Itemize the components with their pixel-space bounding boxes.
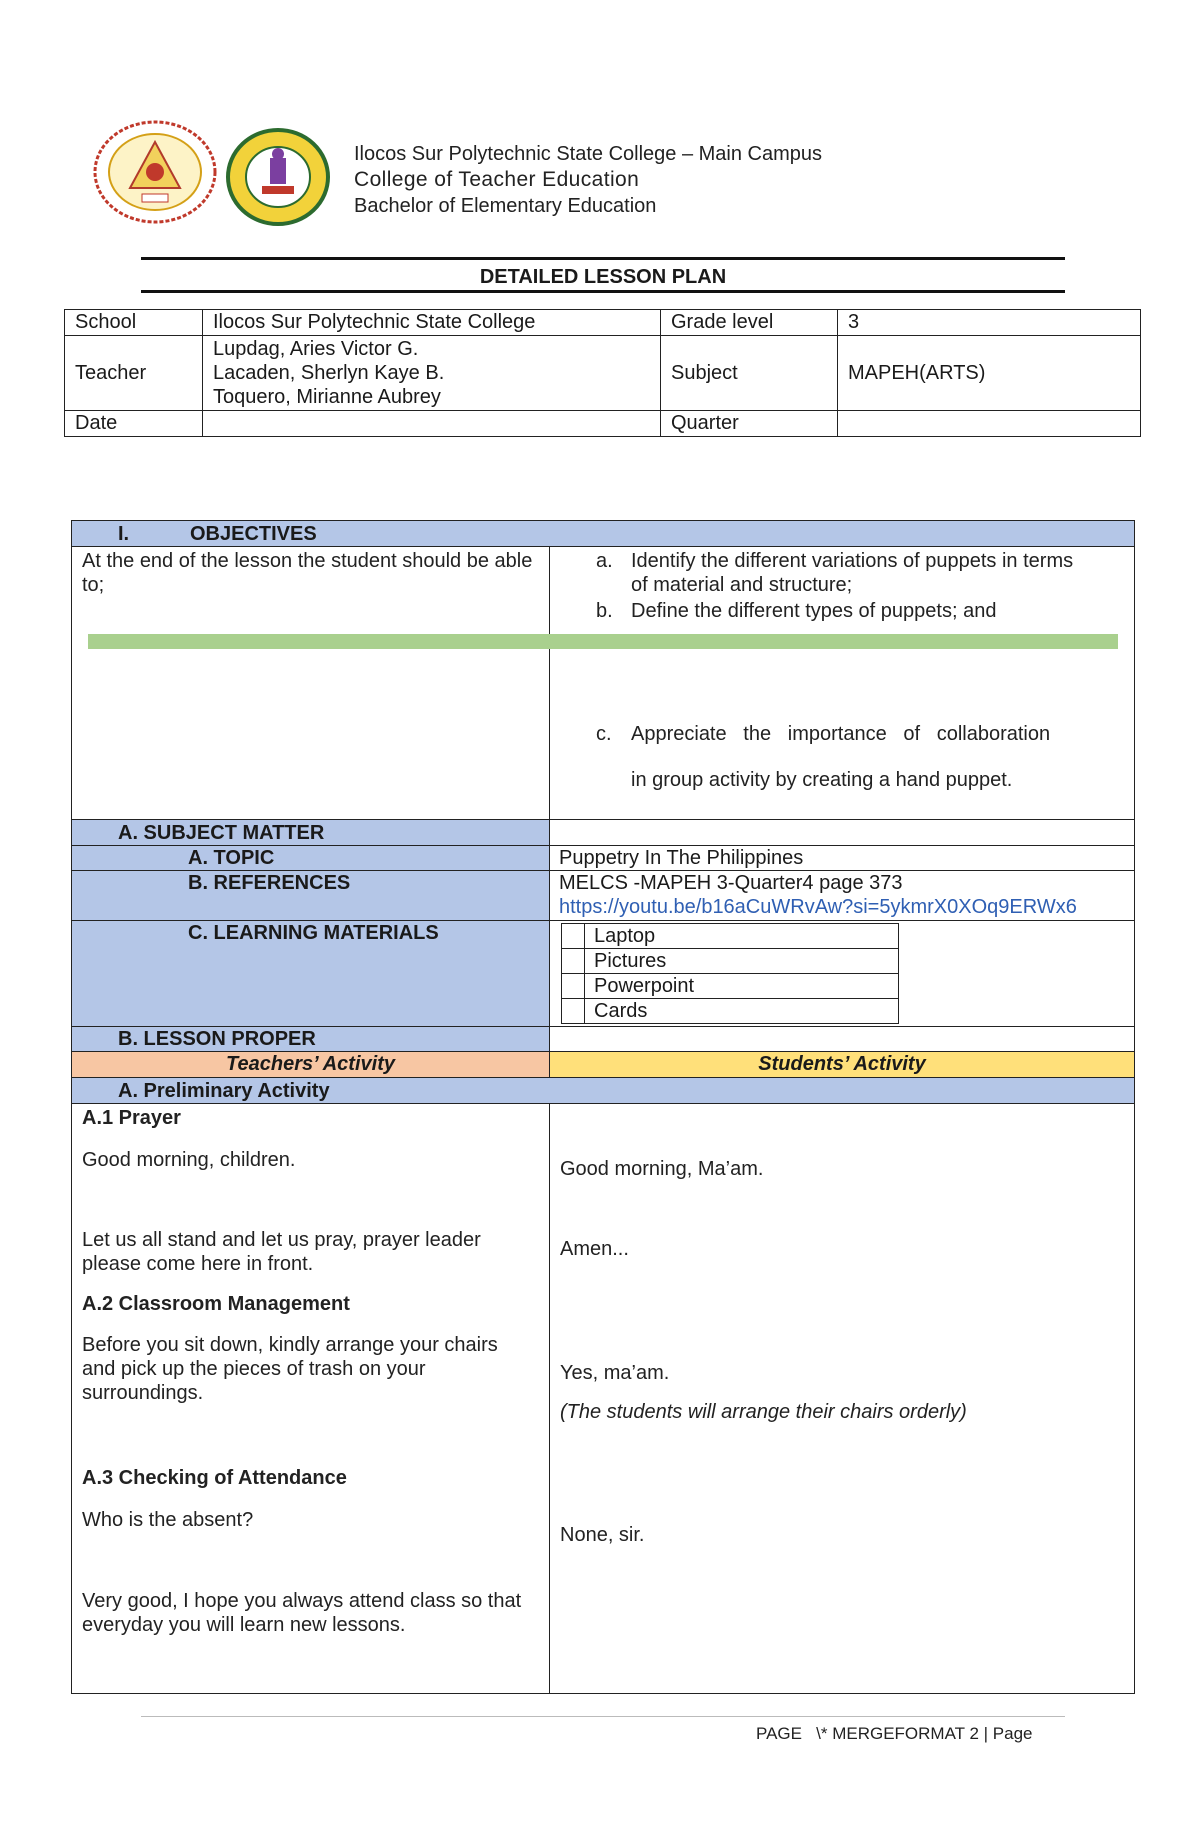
student-greeting: Good morning, Ma’am. bbox=[560, 1158, 764, 1180]
teacher-name: Lupdag, Aries Victor G. bbox=[213, 338, 419, 360]
material-label: Powerpoint bbox=[594, 975, 695, 997]
objective-c-letter: c. bbox=[596, 723, 612, 745]
preliminary-activity-heading: A. Preliminary Activity bbox=[118, 1080, 330, 1102]
student-activity-cell bbox=[549, 1103, 1135, 1694]
materials-label-cell bbox=[71, 920, 550, 1027]
material-label: Pictures bbox=[594, 950, 667, 972]
footer-rule bbox=[141, 1716, 1065, 1717]
quarter-value bbox=[838, 411, 1141, 437]
student-yes: Yes, ma’am. bbox=[560, 1362, 670, 1384]
info-table bbox=[64, 309, 1141, 437]
topic-value-cell bbox=[549, 845, 1135, 871]
subject-label: Subject bbox=[661, 336, 838, 411]
attendance-heading: A.3 Checking of Attendance bbox=[82, 1467, 347, 1489]
objective-a-letter: a. bbox=[596, 550, 613, 572]
institution-name: Ilocos Sur Polytechnic State College – Main Campus bbox=[354, 143, 823, 165]
objective-a-line2: of material and structure; bbox=[631, 574, 853, 596]
objective-a-line1: Identify the different variations of puppets in terms bbox=[631, 550, 1074, 572]
checkbox[interactable] bbox=[562, 924, 585, 948]
student-activity-header bbox=[549, 1051, 1135, 1078]
teacher-management: Before you sit down, kindly arrange your chairs and pick up the pieces of trash on your surroundings. bbox=[82, 1334, 498, 1404]
material-item bbox=[561, 948, 899, 974]
references-label-cell bbox=[71, 870, 550, 921]
program-name: Bachelor of Elementary Education bbox=[354, 195, 657, 217]
school-value: Ilocos Sur Polytechnic State College bbox=[203, 310, 661, 336]
prayer-heading: A.1 Prayer bbox=[82, 1107, 181, 1129]
student-management-note: (The students will arrange their chairs orderly) bbox=[560, 1401, 967, 1423]
material-item bbox=[561, 923, 899, 949]
objectives-heading-row bbox=[71, 520, 1135, 547]
teacher-names bbox=[203, 336, 661, 411]
objectives-intro: At the end of the lesson the student should be able to; bbox=[82, 550, 533, 596]
teacher-very-good: Very good, I hope you always attend class so that everyday you will learn new lessons. bbox=[82, 1590, 522, 1636]
quarter-label: Quarter bbox=[661, 411, 838, 437]
objectives-heading-num: I. bbox=[118, 523, 130, 545]
materials-label: C. LEARNING MATERIALS bbox=[188, 922, 439, 944]
student-none: None, sir. bbox=[560, 1524, 645, 1546]
management-heading: A.2 Classroom Management bbox=[82, 1293, 350, 1315]
checkbox[interactable] bbox=[562, 999, 585, 1023]
objective-b-line1: Define the different types of puppets; and bbox=[631, 600, 997, 622]
ispsc-seal-logo bbox=[92, 120, 218, 224]
grade-label: Grade level bbox=[661, 310, 838, 336]
subject-matter-heading-cell bbox=[71, 819, 550, 846]
date-label: Date bbox=[65, 411, 203, 437]
objective-c-line2: in group activity by creating a hand puppet. bbox=[631, 769, 1013, 791]
student-activity-label: Students’ Activity bbox=[758, 1053, 926, 1075]
document-title: DETAILED LESSON PLAN bbox=[479, 266, 727, 288]
teacher-name: Lacaden, Sherlyn Kaye B. bbox=[213, 362, 445, 384]
checkbox[interactable] bbox=[562, 949, 585, 973]
material-label: Laptop bbox=[594, 925, 656, 947]
objective-c-line1: Appreciate the importance of collaboration bbox=[631, 723, 1051, 745]
objective-b-letter: b. bbox=[596, 600, 613, 622]
teacher-greeting: Good morning, children. bbox=[82, 1149, 296, 1171]
teacher-activity-header bbox=[71, 1051, 550, 1078]
grade-value: 3 bbox=[838, 310, 1141, 336]
school-label: School bbox=[65, 310, 203, 336]
reference-2-link[interactable]: https://youtu.be/b16aCuWRvAw?si=5ykmrX0XOq9ERWx6 bbox=[559, 896, 1077, 918]
material-item bbox=[561, 973, 899, 999]
lesson-proper-heading-cell bbox=[71, 1026, 550, 1052]
topic-label-cell bbox=[71, 845, 550, 871]
teacher-label: Teacher bbox=[65, 336, 203, 411]
subject-matter-heading: A. SUBJECT MATTER bbox=[118, 822, 325, 844]
subject-matter-right-cell bbox=[549, 819, 1135, 846]
teacher-pray: Let us all stand and let us pray, prayer leader please come here in front. bbox=[82, 1229, 481, 1275]
topic-value: Puppetry In The Philippines bbox=[559, 847, 804, 869]
material-item bbox=[561, 998, 899, 1024]
teacher-name: Toquero, Mirianne Aubrey bbox=[213, 386, 441, 408]
preliminary-activity-row bbox=[71, 1077, 1135, 1104]
reference-1: MELCS -MAPEH 3-Quarter4 page 373 bbox=[559, 872, 903, 894]
subject-value: MAPEH(ARTS) bbox=[838, 336, 1141, 411]
lesson-proper-heading: B. LESSON PROPER bbox=[118, 1028, 316, 1050]
teacher-activity-label: Teachers’ Activity bbox=[226, 1053, 395, 1075]
checkbox[interactable] bbox=[562, 974, 585, 998]
teacher-attendance-question: Who is the absent? bbox=[82, 1509, 254, 1531]
references-label: B. REFERENCES bbox=[188, 872, 351, 894]
student-amen: Amen... bbox=[560, 1238, 629, 1260]
page-footer: PAGE \* MERGEFORMAT 2 | Page bbox=[756, 1724, 1033, 1743]
references-value-cell bbox=[549, 870, 1135, 921]
date-value bbox=[203, 411, 661, 437]
topic-label: A. TOPIC bbox=[188, 847, 275, 869]
college-name: College of Teacher Education bbox=[354, 168, 640, 191]
teacher-education-logo bbox=[226, 128, 330, 226]
green-divider-bar bbox=[88, 634, 1118, 649]
title-bottom-rule bbox=[141, 290, 1065, 293]
lesson-proper-right-cell bbox=[549, 1026, 1135, 1052]
objectives-heading: OBJECTIVES bbox=[190, 523, 317, 545]
material-label: Cards bbox=[594, 1000, 648, 1022]
title-top-rule bbox=[141, 257, 1065, 260]
